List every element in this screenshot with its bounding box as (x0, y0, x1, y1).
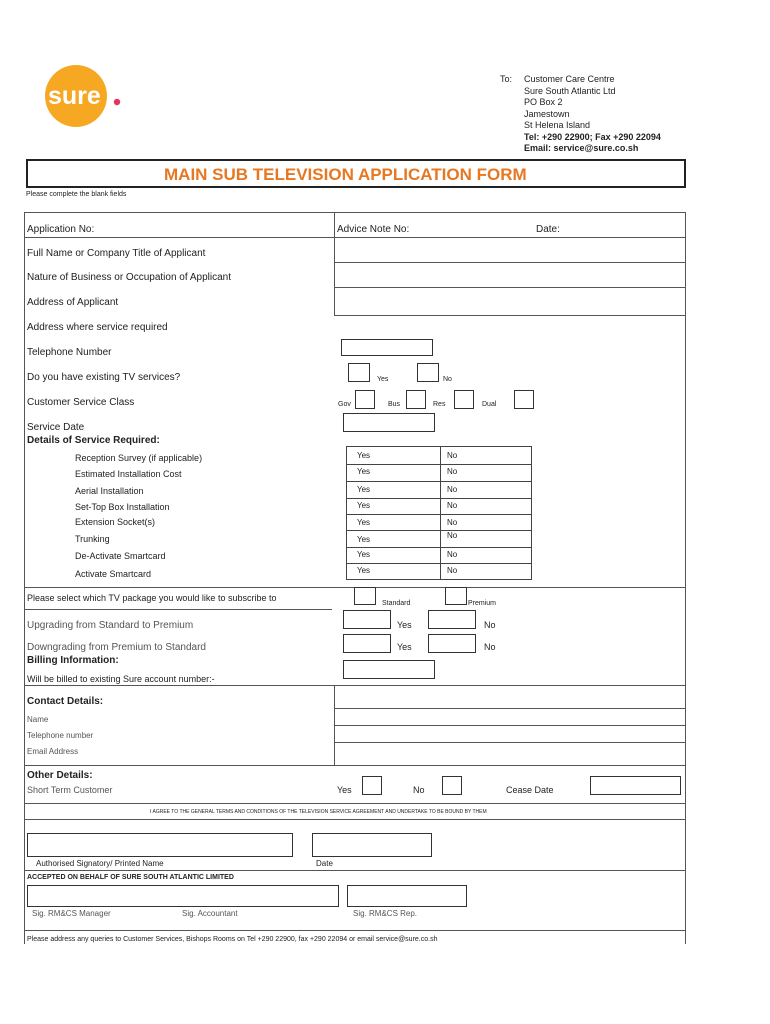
sure-logo (40, 62, 122, 130)
service-no-option[interactable]: No (447, 566, 458, 575)
class-res-label: Res (433, 401, 446, 408)
to-label: To: (500, 74, 513, 84)
account-number-input[interactable] (343, 660, 435, 679)
service-yes-option[interactable]: Yes (357, 566, 371, 575)
service-no-option[interactable]: No (447, 451, 458, 460)
class-gov-label: Gov (338, 401, 351, 408)
short-term-no-checkbox[interactable] (442, 776, 462, 795)
services-table (346, 446, 532, 580)
service-yes-option[interactable]: Yes (357, 451, 371, 460)
existing-tv-no-label: No (443, 376, 452, 383)
downgrade-yes-checkbox[interactable] (343, 634, 391, 653)
class-res-checkbox[interactable] (454, 390, 474, 409)
standard-label: Standard (382, 600, 411, 607)
upgrade-no-checkbox[interactable] (428, 610, 476, 629)
details-required-label: Details of Service Required: (27, 435, 160, 446)
service-label: Activate Smartcard (75, 569, 152, 579)
contact-telephone-label: Telephone number (27, 731, 94, 740)
service-label: Trunking (75, 534, 110, 544)
signatory-label: Authorised Signatory/ Printed Name (36, 859, 164, 868)
service-label: Reception Survey (if applicable) (75, 453, 203, 463)
address-line-2: Sure South Atlantic Ltd (524, 86, 616, 96)
service-yes-option[interactable]: Yes (357, 467, 371, 476)
accepted-label: ACCEPTED ON BEHALF OF SURE SOUTH ATLANTIC LIMITED (27, 874, 234, 881)
address-service-label: Address where service required (27, 322, 168, 333)
logo-text: sure (48, 82, 101, 110)
signatory-date-input[interactable] (312, 833, 432, 857)
service-label: De-Activate Smartcard (75, 551, 166, 561)
short-term-yes-label: Yes (337, 785, 352, 795)
downgrade-no-checkbox[interactable] (428, 634, 476, 653)
agreement-text: I AGREE TO THE GENERAL TERMS AND CONDITIONS OF THE TELEVISION SERVICE AGREEMENT AND UNDERTAKE TO BE BOUND BY THEM (150, 809, 487, 815)
date-label: Date: (536, 224, 560, 235)
class-gov-checkbox[interactable] (355, 390, 375, 409)
sig-rep-label: Sig. RM&CS Rep. (353, 909, 418, 918)
application-no-label: Application No: (27, 224, 95, 235)
service-label: Aerial Installation (75, 486, 144, 496)
full-name-label: Full Name or Company Title of Applicant (27, 248, 206, 259)
billing-existing-label: Will be billed to existing Sure account number:- (27, 674, 215, 684)
service-no-option[interactable]: No (447, 501, 458, 510)
class-dual-label: Dual (482, 401, 497, 408)
service-yes-option[interactable]: Yes (357, 518, 371, 527)
contact-email-label: Email Address (27, 747, 79, 756)
form-title: MAIN SUB TELEVISION APPLICATION FORM (164, 165, 527, 184)
address-line-1: Customer Care Centre (524, 74, 615, 84)
service-yes-option[interactable]: Yes (357, 501, 371, 510)
service-no-option[interactable]: No (447, 485, 458, 494)
downgrade-yes-label: Yes (397, 642, 412, 652)
upgrade-no-label: No (484, 620, 496, 630)
service-yes-option[interactable]: Yes (357, 535, 371, 544)
service-label: Extension Socket(s) (75, 517, 156, 527)
contact-name-label: Name (27, 715, 49, 724)
form-title-box (26, 159, 686, 188)
upgrade-yes-label: Yes (397, 620, 412, 630)
short-term-no-label: No (413, 785, 425, 795)
package-prompt: Please select which TV package you would like to subscribe to (27, 593, 277, 603)
address-applicant-label: Address of Applicant (27, 297, 119, 308)
address-line-4: Jamestown (524, 109, 570, 119)
address-line-5: St Helena Island (524, 120, 591, 130)
downgrade-no-label: No (484, 642, 496, 652)
signatory-input[interactable] (27, 833, 293, 857)
sig-manager-input[interactable] (27, 885, 339, 907)
service-no-option[interactable]: No (447, 467, 458, 476)
form-instruction: Please complete the blank fields (26, 191, 127, 198)
service-no-option[interactable]: No (447, 518, 458, 527)
footer-text: Please address any queries to Customer Services, Bishops Rooms on Tel +290 22900, fax +290 22094 or email service@sure.co.sh (27, 936, 438, 943)
service-yes-option[interactable]: Yes (357, 485, 371, 494)
existing-tv-yes-checkbox[interactable] (348, 363, 370, 382)
address-line-3: PO Box 2 (524, 97, 563, 107)
class-bus-label: Bus (388, 401, 401, 408)
signatory-date-label: Date (316, 859, 333, 868)
service-label: Set-Top Box Installation (75, 502, 170, 512)
customer-service-class-label: Customer Service Class (27, 397, 135, 408)
class-dual-checkbox[interactable] (514, 390, 534, 409)
existing-tv-label: Do you have existing TV services? (27, 372, 181, 383)
service-date-label: Service Date (27, 422, 85, 433)
upgrade-label: Upgrading from Standard to Premium (27, 620, 194, 631)
sig-rep-input[interactable] (347, 885, 467, 907)
short-term-yes-checkbox[interactable] (362, 776, 382, 795)
downgrade-label: Downgrading from Premium to Standard (27, 642, 206, 653)
nature-business-label: Nature of Business or Occupation of Applicant (27, 272, 232, 283)
address-email: Email: service@sure.co.sh (524, 143, 639, 153)
service-date-input[interactable] (343, 413, 435, 432)
service-yes-option[interactable]: Yes (357, 550, 371, 559)
sig-accountant-label: Sig. Accountant (182, 909, 238, 918)
service-no-option[interactable]: No (447, 531, 458, 540)
telephone-input[interactable] (341, 339, 433, 356)
service-label: Estimated Installation Cost (75, 469, 182, 479)
contact-title: Contact Details: (27, 696, 104, 707)
billing-title: Billing Information: (27, 655, 119, 666)
address-tel-fax: Tel: +290 22900; Fax +290 22094 (524, 132, 661, 142)
premium-checkbox[interactable] (445, 587, 467, 605)
other-title: Other Details: (27, 770, 93, 781)
cease-date-input[interactable] (590, 776, 681, 795)
premium-label: Premium (468, 600, 497, 607)
short-term-label: Short Term Customer (27, 785, 113, 795)
cease-date-label: Cease Date (506, 785, 554, 795)
service-no-option[interactable]: No (447, 550, 458, 559)
class-bus-checkbox[interactable] (406, 390, 426, 409)
telephone-label: Telephone Number (27, 347, 112, 358)
existing-tv-yes-label: Yes (377, 376, 389, 383)
sig-manager-label: Sig. RM&CS Manager (32, 909, 111, 918)
upgrade-yes-checkbox[interactable] (343, 610, 391, 629)
standard-checkbox[interactable] (354, 587, 376, 605)
advice-note-label: Advice Note No: (337, 224, 410, 235)
existing-tv-no-checkbox[interactable] (417, 363, 439, 382)
